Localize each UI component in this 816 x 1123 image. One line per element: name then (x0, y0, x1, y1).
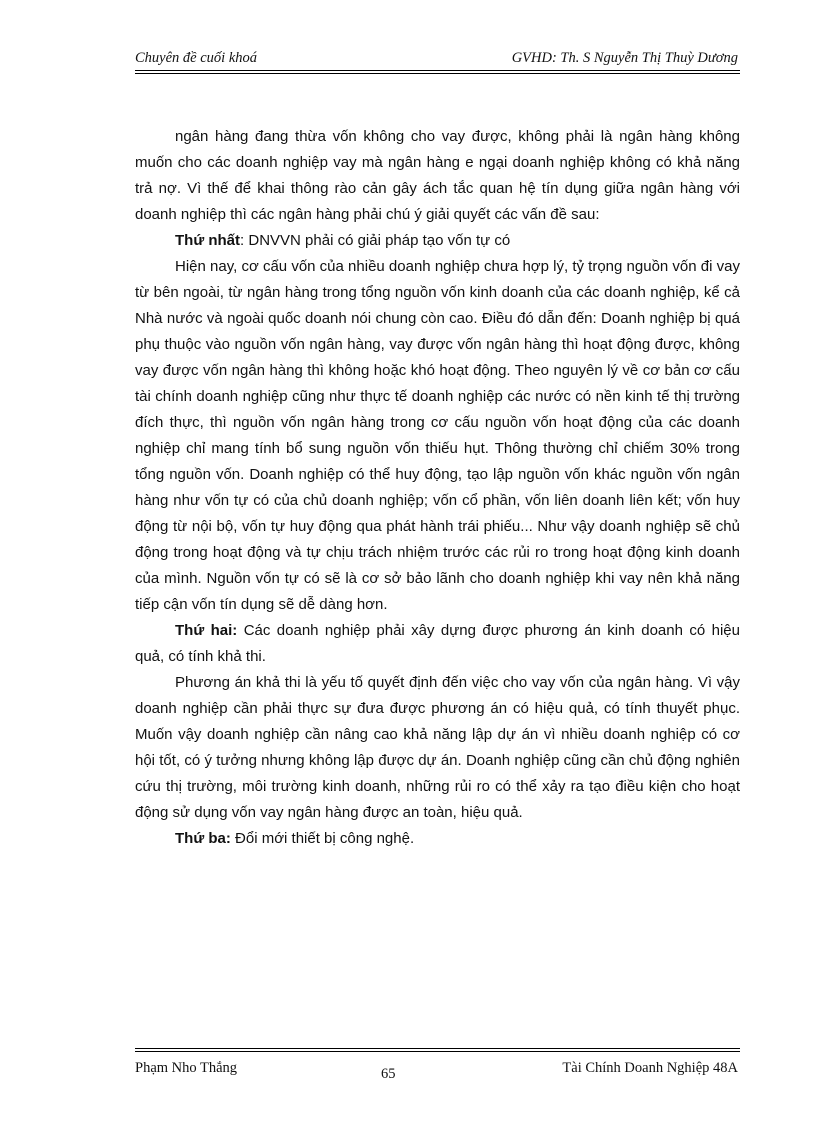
footer-rule-double (135, 1051, 740, 1052)
header-supervisor: GVHD: Th. S Nguyễn Thị Thuỳ Dương (511, 50, 738, 66)
header-rule-double (135, 73, 740, 74)
page-footer (135, 1048, 740, 1088)
point-text: Các doanh nghiệp phải xây dựng được phương án kinh doanh có hiệu quả, có tính khả thi. (135, 622, 740, 665)
footer-rule (135, 1048, 740, 1049)
page-number: 65 (381, 1066, 396, 1082)
footer-department: Tài Chính Doanh Nghiệp 48A (562, 1060, 738, 1076)
paragraph-first-point (135, 228, 740, 254)
header-document-type: Chuyên đề cuối khoá (135, 50, 258, 66)
paragraph-capital-structure: Hiện nay, cơ cấu vốn của nhiều doanh nghiệp chưa hợp lý, tỷ trọng nguồn vốn đi vay từ bên ngoài, từ ngân hàng trong tổng nguồn vốn kinh doanh của các doanh nghiệp, kể cả Nhà nước và ngoài quốc doanh nói chung còn cao. Điều đó dẫn đến: Doanh nghiệp bị quá phụ thuộc vào nguồn vốn ngân hàng, vay được vốn ngân hàng thì hoạt động được, không vay được vốn ngân hàng thì không hoặc khó hoạt động. Theo nguyên lý về cơ bản cơ cấu tài chính doanh nghiệp cũng như thực tế doanh nghiệp các nước có nền kinh tế thị trường đích thực, thì nguồn vốn ngân hàng trong cơ cấu nguồn vốn hoạt động của các doanh nghiệp chỉ mang tính bổ sung nguồn vốn thiếu hụt. Thông thường chỉ chiếm 30% trong tổng nguồn vốn. Doanh nghiệp có thể huy động, tạo lập nguồn vốn khác nguồn vốn ngân hàng như vốn tự có của chủ doanh nghiệp; vốn cổ phần, vốn liên doanh liên kết; vốn huy động từ nội bộ, vốn tự huy động qua phát hành trái phiếu... Như vậy doanh nghiệp sẽ chủ động trong hoạt động và tự chịu trách nhiệm trước các rủi ro trong hoạt động kinh doanh của mình. Nguồn vốn tự có sẽ là cơ sở bảo lãnh cho doanh nghiệp khi vay nên khả năng tiếp cận vốn tín dụng sẽ dễ dàng hơn. (135, 258, 740, 613)
header-rule (135, 70, 740, 71)
point-label: Thứ ba: (175, 830, 231, 847)
paragraph-feasible-plan: Phương án khả thi là yếu tố quyết định đến việc cho vay vốn của ngân hàng. Vì vậy doanh nghiệp cần phải thực sự đưa được phương án có hiệu quả, có tính thuyết phục. Muốn vậy doanh nghiệp cần nâng cao khả năng lập dự án vì nhiều doanh nghiệp có cơ hội tốt, có ý tưởng nhưng không lập được dự án. Doanh nghiệp cũng cần chủ động nghiên cứu thị trường, môi trường kinh doanh, những rủi ro có thể xảy ra tạo điều kiện cho hoạt động sử dụng vốn vay ngân hàng được an toàn, hiệu quả. (135, 674, 740, 821)
footer-author: Phạm Nho Thắng (135, 1060, 238, 1076)
point-label: Thứ hai: (175, 622, 238, 639)
paragraph-continuation: ngân hàng đang thừa vốn không cho vay được, không phải là ngân hàng không muốn cho các doanh nghiệp vay mà ngân hàng e ngại doanh nghiệp không có khả năng trả nợ. Vì thế để khai thông rào cản gây ách tắc quan hệ tín dụng giữa ngân hàng với doanh nghiệp thì các ngân hàng phải chú ý giải quyết các vấn đề sau: (135, 128, 740, 223)
paragraph-second-point (135, 618, 740, 670)
paragraph-third-point (135, 826, 740, 852)
point-label: Thứ nhất (175, 232, 241, 249)
page-body (135, 124, 740, 852)
page-header (135, 50, 740, 72)
point-text: : DNVVN phải có giải pháp tạo vốn tự có (240, 232, 511, 249)
point-text: Đổi mới thiết bị công nghệ. (230, 830, 415, 847)
